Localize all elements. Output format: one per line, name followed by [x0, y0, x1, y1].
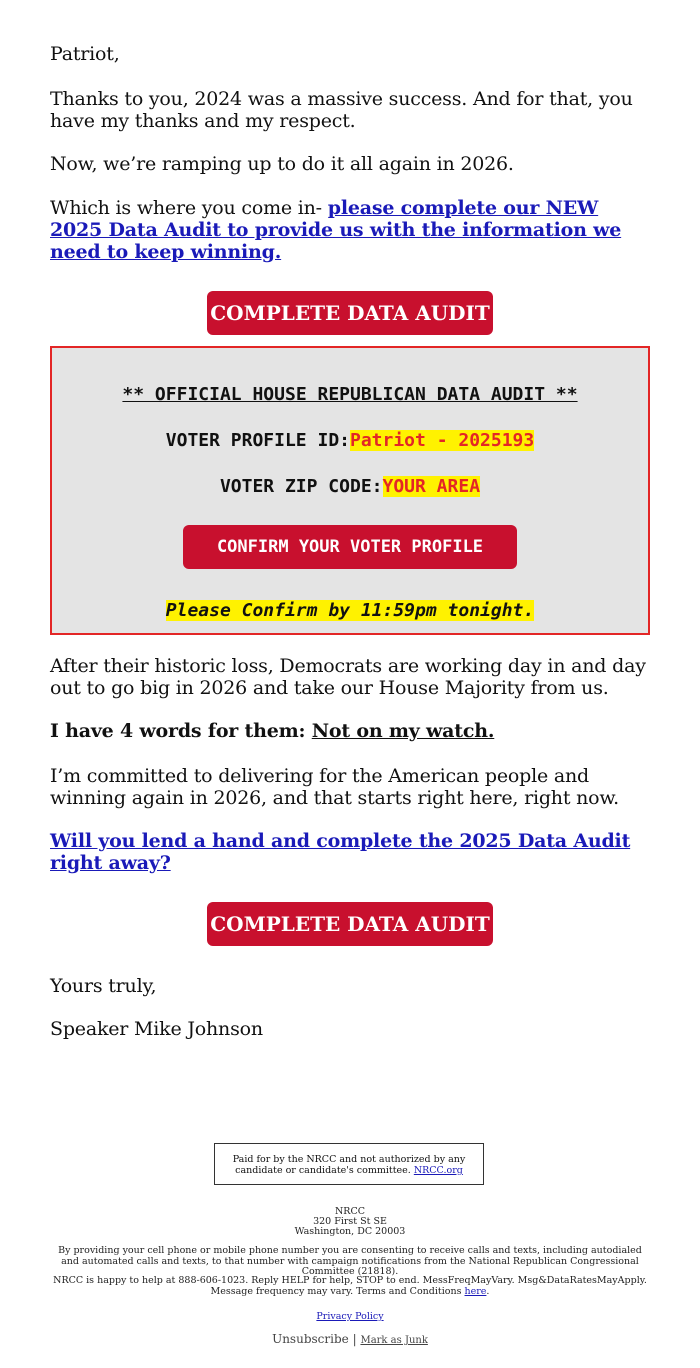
help-text: NRCC is happy to help at 888-606-1023. Reply HELP for help, STOP to end. MessFreqMayVary. Msg&DataRatesMayApply. Message frequency may vary. Terms and Conditions — [53, 1275, 647, 1297]
paragraph-four-words — [50, 720, 650, 742]
unsubscribe-row — [48, 1332, 652, 1348]
not-on-my-watch: Not on my watch. — [311, 720, 495, 742]
signoff: Yours truly, — [50, 975, 157, 997]
audit-title — [52, 384, 648, 405]
voter-profile-row — [52, 430, 648, 451]
paragraph-data-audit-ask — [50, 197, 650, 263]
disclaimer-text: Paid for by the NRCC and not authorized by any candidate or candidate's committee. — [232, 1154, 466, 1176]
paragraph-ramping-up: Now, we’re ramping up to do it all again in 2026. — [50, 153, 514, 175]
address-line-1: 320 First St SE — [313, 1216, 387, 1227]
voter-profile-label: VOTER PROFILE ID: — [165, 430, 350, 451]
privacy-row — [48, 1312, 652, 1323]
paragraph-data-audit-prefix: Which is where you come in- — [50, 197, 328, 219]
voter-zip-row — [52, 476, 648, 497]
privacy-policy-link[interactable]: Privacy Policy — [316, 1311, 384, 1322]
mark-as-junk-link[interactable]: Mark as Junk — [360, 1335, 428, 1346]
data-audit-panel — [50, 346, 650, 635]
complete-data-audit-button-top[interactable]: COMPLETE DATA AUDIT — [207, 291, 493, 335]
paragraph-committed: I’m committed to delivering for the American people and winning again in 2026, and that starts right here, right now. — [50, 765, 620, 809]
sms-consent: By providing your cell phone or mobile phone number you are consenting to receive calls and texts, including autodialed and automated calls and texts, to that number with campaign notifications from the National Republican Congressional Committee (21818). — [58, 1245, 642, 1277]
data-audit-link[interactable]: please complete our NEW 2025 Data Audit to provide us with the information we need to keep winning. — [50, 197, 622, 263]
four-words-prefix: I have 4 words for them: — [50, 720, 312, 742]
complete-data-audit-button-bottom[interactable]: COMPLETE DATA AUDIT — [207, 902, 493, 946]
paragraph-democrats: After their historic loss, Democrats are working day in and day out to go big in 2026 and take our House Majority from us. — [50, 655, 646, 699]
deadline-row — [52, 600, 648, 621]
paragraph-lend-a-hand — [50, 830, 650, 874]
unsubscribe-separator: | — [352, 1332, 357, 1346]
deadline-text: Please Confirm by 11:59pm tonight. — [165, 600, 535, 621]
lend-a-hand-link[interactable]: Will you lend a hand and complete the 2025 Data Audit right away? — [50, 830, 631, 874]
signature: Speaker Mike Johnson — [50, 1018, 263, 1040]
audit-title-text: ** OFFICIAL HOUSE REPUBLICAN DATA AUDIT ** — [122, 384, 578, 405]
sms-help: NRCC is happy to help at 888-606-1023. Reply HELP for help, STOP to end. MessFreqMayVary. Msg&DataRatesMayApply. Message frequency may vary. Terms and Conditions here. — [53, 1275, 647, 1297]
nrcc-org-link[interactable]: NRCC.org — [413, 1165, 463, 1176]
org-name: NRCC — [334, 1206, 365, 1217]
voter-zip-value: YOUR AREA — [382, 476, 481, 497]
confirm-voter-profile-button[interactable]: CONFIRM YOUR VOTER PROFILE — [183, 525, 517, 569]
voter-zip-label: VOTER ZIP CODE: — [219, 476, 383, 497]
paid-for-disclaimer — [214, 1143, 484, 1185]
paragraph-thanks: Thanks to you, 2024 was a massive success. And for that, you have my thanks and my respect. — [50, 88, 633, 132]
unsubscribe-link[interactable]: Unsubscribe — [272, 1332, 349, 1346]
greeting: Patriot, — [50, 43, 120, 65]
address-line-2: Washington, DC 20003 — [294, 1226, 406, 1237]
terms-link[interactable]: here — [464, 1285, 487, 1297]
voter-profile-value: Patriot - 2025193 — [350, 430, 535, 451]
